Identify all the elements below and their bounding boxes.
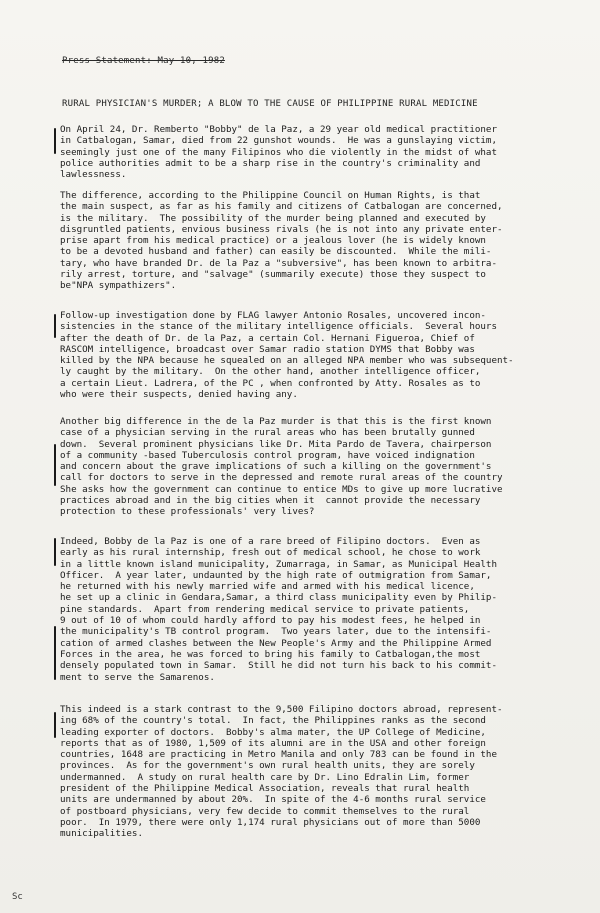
- margin-mark: [54, 538, 56, 566]
- document-title: RURAL PHYSICIAN'S MURDER; A BLOW TO THE CAUSE OF PHILIPPINE RURAL MEDICINE: [62, 99, 478, 109]
- margin-mark: [54, 712, 56, 738]
- margin-mark: [54, 128, 56, 154]
- paragraph-5: Indeed, Bobby de la Paz is one of a rare breed of Filipino doctors. Even as early as his rural internship, fresh out of medical school, he chose to work in a little known island municipality, Zumarraga, in Samar, as Municipal Health Officer. A year later, undaunted by the high rate of outmigration from Samar, he returned with his newly married wife and armed with his medical licence, he set up a clinic in Gendara,Samar, a third class municipality even by Philip- pine standards. Apart from rendering medical service to private patients, 9 out of 10 of whom could hardly afford to pay his modest fees, he helped in the municipality's TB control program. Two years later, due to the intensifi- cation of armed clashes between the New People's Army and the Philippine Armed Forces in the area, he was forced to bring his family to Catbalogan,the most densely populated town in Samar. Still he did not turn his back to his commit- ment to serve the Samarenos.: [60, 536, 497, 683]
- margin-mark: [54, 626, 56, 680]
- paragraph-6: This indeed is a stark contrast to the 9,500 Filipino doctors abroad, represent- ing 68% of the country's total. In fact, the Philippines ranks as the second leading exporter of doctors. Bobby's alma mater, the UP College of Medicine, reports that as of 1980, 1,509 of its alumni are in the USA and other foreign countries, 1648 are practicing in Metro Manila and only 783 can be found in the provinces. As for the government's own rural health units, they are sorely undermanned. A study on rural health care by Dr. Lino Edralin Lim, former president of the Philippine Medical Association, reveals that rural health units are undermanned by about 20%. In spite of the 4-6 months rural service of postboard physicians, very few decide to commit themselves to the rural poor. In 1979, there were only 1,174 rural physicians out of more than 5000 municipalities.: [60, 704, 503, 840]
- press-statement-header: Press Statement: May 10, 1982: [62, 56, 225, 66]
- paragraph-4: Another big difference in the de la Paz murder is that this is the first known case of a physician serving in the rural areas who has been brutally gunned down. Several prominent physicians like Dr. Mita Pardo de Tavera, chairperson of a community -based Tuberculosis control program, have voiced indignation and concern about the grave implications of such a killing on the government's call for doctors to serve in the depressed and remote rural areas of the country She asks how the government can continue to entice MDs to give up more lucrative practices abroad and in the big cities when it cannot provide the necessary protection to these professionals' very lives?: [60, 416, 503, 518]
- paragraph-1: On April 24, Dr. Remberto "Bobby" de la Paz, a 29 year old medical practitioner in Catbalogan, Samar, died from 22 gunshot wounds. He was a gunslaying victim, seemingly just one of the many Filipinos who die violently in the midst of what police authorities admit to be a sharp rise in the country's criminality and lawlessness.: [60, 124, 497, 181]
- margin-mark: [54, 314, 56, 338]
- paragraph-2: The difference, according to the Philippine Council on Human Rights, is that the main suspect, as far as his family and citizens of Catbalogan are concerned, is the military. The possibility of the murder being planned and executed by disgruntled patients, envious business rivals (he is not into any private enter- prise apart from his medical practice) or a jealous lover (he is widely known to be a devoted husband and father) can easily be discounted. While the mili- tary, who have branded Dr. de la Paz a "subversive", has been known to arbitra- rily arrest, torture, and "salvage" (summarily execute) those they suspect to be"NPA sympathizers".: [60, 190, 503, 292]
- margin-note: Sc: [12, 892, 23, 902]
- margin-mark: [54, 444, 56, 486]
- paragraph-3: Follow-up investigation done by FLAG lawyer Antonio Rosales, uncovered incon- sistencies in the stance of the military intelligence officials. Several hours after the death of Dr. de la Paz, a certain Col. Hernani Figueroa, Chief of RASCOM intelligence, broadcast over Samar radio station DYMS that Bobby was killed by the NPA because he squealed on an alleged NPA member who was subsequent- ly caught by the military. On the other hand, another intelligence officer, a certain Lieut. Ladrera, of the PC , when confronted by Atty. Rosales as to who were their suspects, denied having any.: [60, 310, 514, 401]
